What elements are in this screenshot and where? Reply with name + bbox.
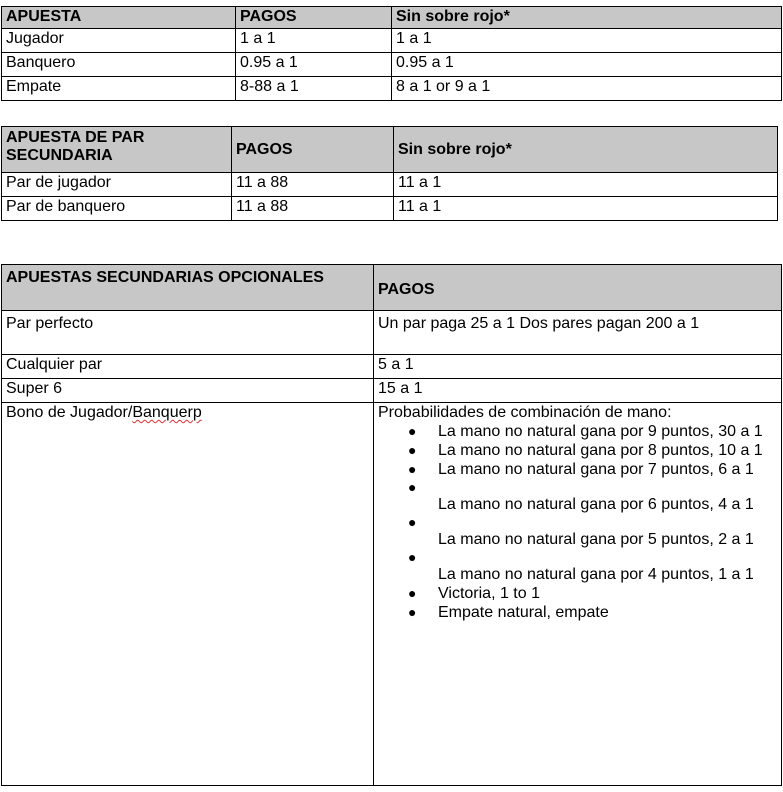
table-cell (374, 403, 782, 786)
bullet-icon: ● (408, 423, 417, 439)
list-item-text: Empate natural, empate (438, 604, 609, 621)
table-cell: 1 a 1 (392, 29, 782, 53)
header-cell: PAGOS (236, 7, 392, 29)
table-row (2, 77, 782, 101)
table-cell: Par de banquero (2, 197, 232, 221)
table-cell: 11 a 1 (394, 197, 778, 221)
list-item-text: La mano no natural gana por 8 puntos, 10 a 1 (438, 442, 763, 459)
header-cell: Sin sobre rojo* (392, 7, 782, 29)
table-row (2, 379, 782, 403)
table-cell: 1 a 1 (236, 29, 392, 53)
list-item (408, 514, 781, 549)
table-cell: 11 a 88 (232, 173, 394, 197)
table-row (2, 53, 782, 77)
header-cell: APUESTA (2, 7, 236, 29)
bonus-label-prefix: Bono de Jugador/ (6, 404, 133, 421)
table-row (2, 355, 782, 379)
table-cell: Jugador (2, 29, 236, 53)
list-item-text: La mano no natural gana por 9 puntos, 30 a 1 (438, 423, 763, 440)
header-cell: Sin sobre rojo* (394, 127, 778, 173)
table-cell: 11 a 1 (394, 173, 778, 197)
table-cell: 8 a 1 or 9 a 1 (392, 77, 782, 101)
table-cell: 5 a 1 (374, 355, 782, 379)
bullet-icon: ● (408, 604, 417, 620)
bullet-icon: ● (408, 585, 417, 601)
bonus-odds-list (378, 422, 781, 622)
bullet-icon: ● (408, 479, 417, 495)
table-row (2, 173, 778, 197)
table-cell: Un par paga 25 a 1 Dos pares pagan 200 a 1 (374, 311, 782, 355)
table-row (2, 311, 782, 355)
list-item (408, 441, 781, 460)
header-cell: PAGOS (232, 127, 394, 173)
table-cell: Par de jugador (2, 173, 232, 197)
optional-side-bets-table (1, 264, 782, 786)
table-cell (2, 403, 374, 786)
table-row (2, 29, 782, 53)
table-cell: 0.95 a 1 (236, 53, 392, 77)
list-item (408, 460, 781, 479)
bullet-icon: ● (408, 514, 417, 530)
spellcheck-flagged-word: Banquerp (132, 404, 202, 421)
bullet-icon: ● (408, 549, 417, 565)
table-cell: Par perfecto (2, 311, 374, 355)
list-item (408, 549, 781, 584)
table-cell: 0.95 a 1 (392, 53, 782, 77)
list-item-text: La mano no natural gana por 7 puntos, 6 a 1 (438, 461, 754, 478)
list-item-text: La mano no natural gana por 5 puntos, 2 a 1 (438, 531, 754, 548)
table-header-row (2, 127, 778, 173)
list-item (408, 603, 781, 622)
bullet-icon: ● (408, 442, 417, 458)
header-text: APUESTA DE PAR SECUNDARIA (6, 129, 145, 164)
table-header-row (2, 7, 782, 29)
list-item-text: La mano no natural gana por 4 puntos, 1 a 1 (438, 566, 754, 583)
header-cell (2, 127, 232, 173)
bullet-icon: ● (408, 461, 417, 477)
table-cell: 8-88 a 1 (236, 77, 392, 101)
list-item (408, 422, 781, 441)
bonus-intro: Probabilidades de combinación de mano: (378, 404, 672, 421)
list-item-text: Victoria, 1 to 1 (438, 585, 540, 602)
payout-table-main (1, 6, 782, 101)
list-item-text: La mano no natural gana por 6 puntos, 4 a 1 (438, 496, 754, 513)
pair-side-bet-table (1, 126, 778, 221)
table-cell: Empate (2, 77, 236, 101)
list-item (408, 479, 781, 514)
table-cell: 15 a 1 (374, 379, 782, 403)
table-cell: 11 a 88 (232, 197, 394, 221)
table-row (2, 403, 782, 786)
list-item (408, 584, 781, 603)
header-cell: PAGOS (374, 265, 782, 311)
table-cell: Cualquier par (2, 355, 374, 379)
table-row (2, 197, 778, 221)
table-header-row (2, 265, 782, 311)
table-cell: Super 6 (2, 379, 374, 403)
table-cell: Banquero (2, 53, 236, 77)
header-cell: APUESTAS SECUNDARIAS OPCIONALES (2, 265, 374, 311)
